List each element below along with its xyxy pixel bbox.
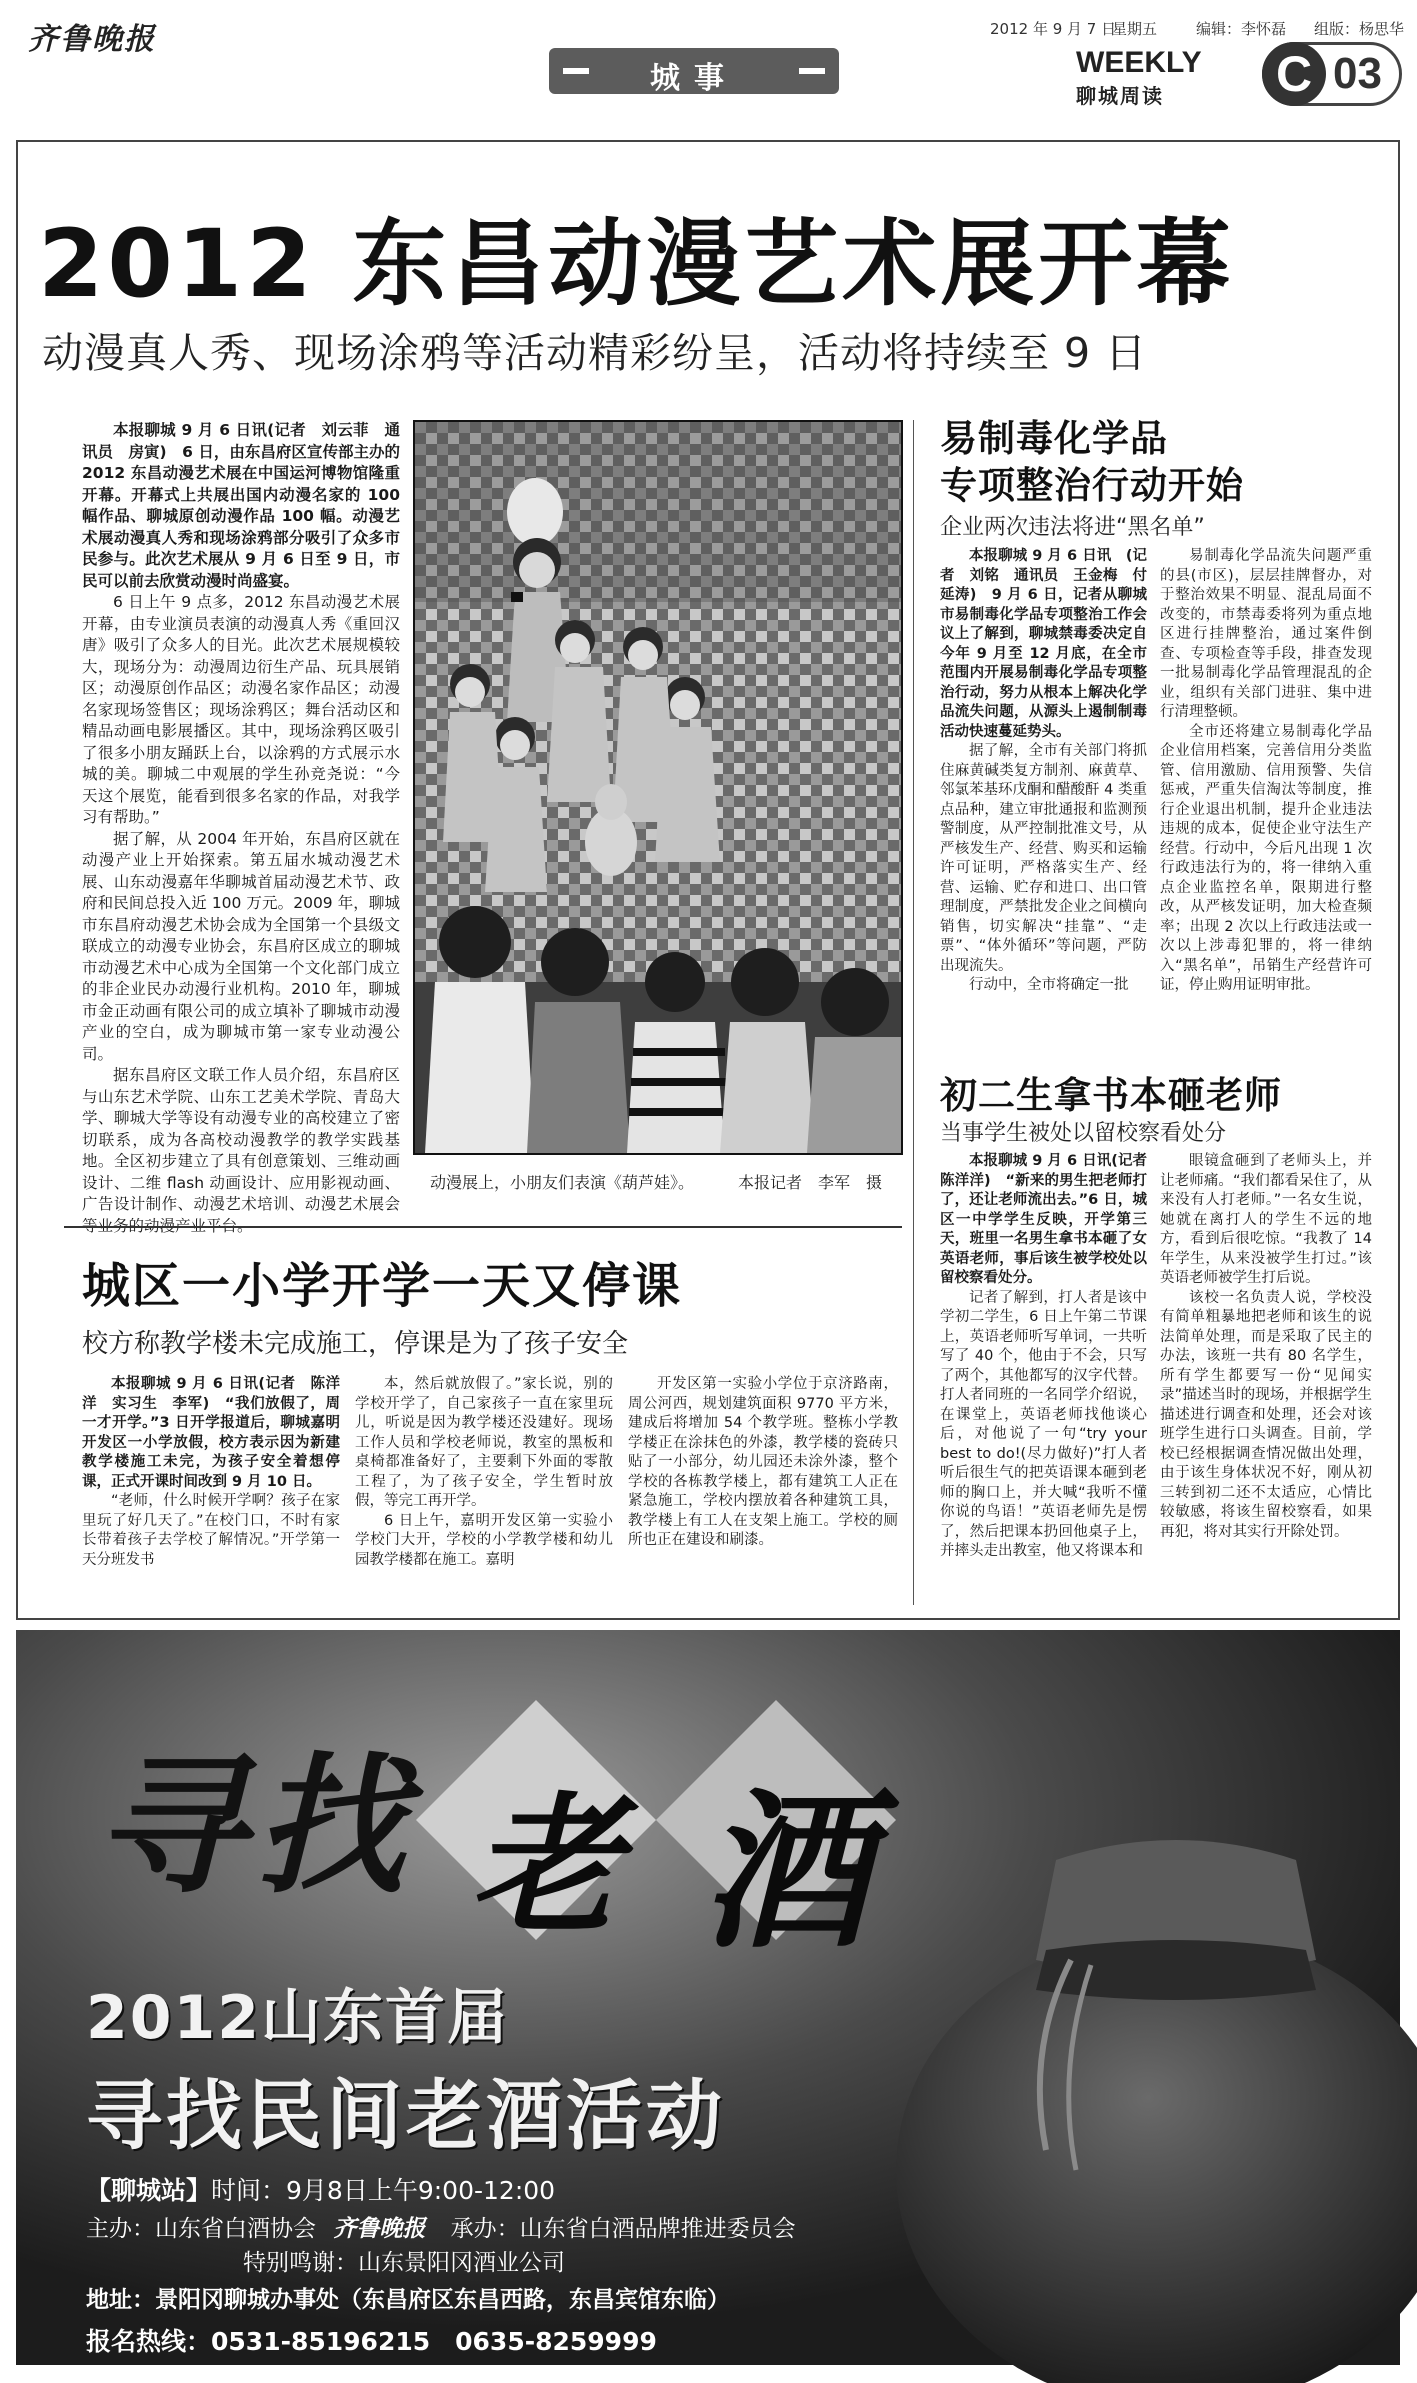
ad-host-row xyxy=(86,2210,796,2243)
lead-paragraph-1: 本报聊城 9 月 6 日讯(记者 刘云菲 通讯员 房寅) 6 日，由东昌府区宣传部主办的 2012 东昌动漫艺术展在中国运河博物馆隆重开幕。开幕式上共展出国内动漫名家的 100 幅作品、聊城原创动漫作品 100 幅。动漫艺术展动漫真人秀和现场涂鸦部分吸引了众多市民参与。此次艺术展从 9 月 6 日至 9 日，市民可以前去欣赏动漫时尚盛宴。 xyxy=(82,421,400,590)
school-story-rule xyxy=(64,1226,902,1228)
ad-address-row xyxy=(86,2281,730,2314)
ad-station: 【聊城站】 xyxy=(86,2176,212,2205)
student-paragraph-4: 该校一名负责人说，学校没有简单粗暴地把老师和该生的说法简单处理，而是采取了民主的办法，该班一共有 80 名学生，所有学生都要写一份“见闻实录”描述当时的现场，并根据学生描述进行调查和处理，还会对该班学生进行口头调查。目前，学校已经根据调查情况做出处理，由于该生身体状况不好，刚从初三转到初二还不太适应，心情比较敏感，将该生留校察看，如果再犯，将对其实行开除处罚。 xyxy=(1160,1289,1372,1540)
ad-thanks-row xyxy=(243,2244,565,2277)
school-col-2 xyxy=(355,1375,613,1607)
chemicals-col-2 xyxy=(1160,547,1372,1039)
ad-host-label: 主办： xyxy=(86,2216,155,2242)
school-paragraph-2: “老师，什么时候开学啊？孩子在家里玩了好几天了。”在校门口，不时有家长带着孩子去学校了解情况。”开学第一天分班发书 xyxy=(82,1493,340,1568)
lead-paragraph-2: 6 日上午 9 点多，2012 东昌动漫艺术展开幕，由专业演员表演的动漫真人秀《重回汉唐》吸引了众多人的目光。此次艺术展规模较大，现场分为：动漫周边衍生产品、玩具展销区；动漫原创作品区；动漫名家作品区；动漫名家现场签售区；现场涂鸦区；舞台活动区和精品动画电影展播区。其中，现场涂鸦区吸引了很多小朋友踊跃上台，以涂鸦的方式展示水城的美。聊城二中观展的学生孙竞尧说：“今天这个展览，能看到很多名家的作品，对我学习有帮助。” xyxy=(82,593,400,826)
ad-thanks-value: 山东景阳冈酒业公司 xyxy=(358,2250,565,2276)
ad-host-logo: 齐鲁晚报 xyxy=(333,2215,426,2242)
ad-organizer-label: 承办： xyxy=(450,2216,520,2242)
ad-calligraphy-jiu: 酒 xyxy=(700,1772,871,1972)
student-col-1 xyxy=(940,1152,1162,1607)
section-banner xyxy=(549,48,839,94)
newspaper-logo: 齐鲁晚报 xyxy=(28,22,156,57)
chemicals-paragraph-4: 易制毒化学品流失问题严重的县(市区)，层层挂牌督办，对于整治效果不明显、混乱局面不改变的，市禁毒委将列为重点地区进行挂牌整治，通过案件倒查、专项检查等手段，排查发现一批易制毒化学品管理混乱的企业，组织有关部门进驻、集中进行清理整顿。 xyxy=(1160,548,1372,720)
school-paragraph-3: 本，然后就放假了。”家长说，别的学校开学了，自己家孩子一直在家里玩儿，听说是因为教学楼还没建好。现场工作人员和学校老师说，教室的黑板和桌椅都准备好了，主要剩下外面的零散工程了，为了孩子安全，学生暂时放假，等完工再开学。 xyxy=(355,1376,613,1509)
weekly-title-cn: 聊城周读 xyxy=(1076,84,1164,108)
lead-story-body xyxy=(82,420,400,1213)
ad-time-row xyxy=(86,2171,555,2207)
editor-credit: 编辑：李怀磊 xyxy=(1196,20,1287,38)
ad-calligraphy-lao: 老 xyxy=(470,1778,621,1954)
ad-organizer-value: 山东省白酒品牌推进委员会 xyxy=(519,2216,796,2242)
chemicals-paragraph-2: 据了解，全市有关部门将抓住麻黄碱类复方制剂、麻黄草、邻氯苯基环戊酮和醋酸酐 4 类重点品种，建立审批通报和监测预警制度，从严控制批准文号，从严核发生产、经营、购买和运输许可证明，严格落实生产、经营、运输、贮存和进口、出口管理制度，严禁批发企业之间横向销售，切实解决“挂靠”、“走票”、“体外循环”等问题，严防出现流失。 xyxy=(940,743,1147,974)
school-subhead: 校方称教学楼未完成施工，停课是为了孩子安全 xyxy=(82,1329,629,1359)
school-paragraph-5: 开发区第一实验小学位于京济路南，周公河西，规划建筑面积 9770 平方米，建成后将增加 54 个教学班。整栋小学教学楼正在涂抹色的外漆，教学楼的瓷砖只贴了一小部分，幼儿园还未涂外漆，整个学校的各栋教学楼上，都有建筑工人正在紧急施工，学校内摆放着各种建筑工具，教学楼上有工人在支架上施工。学校的厕所也正在建设和刷漆。 xyxy=(628,1376,898,1548)
chemicals-col-1 xyxy=(940,547,1147,1039)
school-col-1 xyxy=(82,1375,340,1607)
ad-time-label: 时间： xyxy=(211,2176,287,2205)
ad-hotline-label: 报名热线： xyxy=(86,2327,212,2356)
column-divider xyxy=(913,420,914,1605)
lead-paragraph-3: 据了解，从 2004 年开始，东昌府区就在动漫产业上开始探索。第五届水城动漫艺术展、山东动漫嘉年华聊城首届动漫艺术节、政府和民间总投入近 100 万元。2009 年，聊城市东昌府动漫艺术协会成为全国第一个县级文联成立的动漫专业协会，东昌府区成立的聊城市动漫艺术中心成为全国第一个文化部门成立的非企业民办动漫行业机构。2010 年，聊城市金正动画有限公司的成立填补了聊城市动漫产业的空白，成为聊城市第一家专业动漫公司。 xyxy=(82,829,400,1063)
photo-caption: 动漫展上，小朋友们表演《葫芦娃》。 xyxy=(430,1173,695,1192)
ad-title-line2: 寻找民间老酒活动 xyxy=(86,2071,726,2160)
ad-calligraphy-xun: 寻 xyxy=(95,1738,246,1914)
chemicals-paragraph-1: 本报聊城 9 月 6 日讯 (记者 刘铭 通讯员 王金梅 付延涛) 9 月 6 日，记者从聊城市易制毒化学品专项整治工作会议上了解到，聊城禁毒委决定自今年 9 月至 12 月底，在全市范围内开展易制毒化学品专项整治行动，努力从根本上解决化学品流失问题，从源头上遏制制毒活动快速蔓延势头。 xyxy=(940,548,1147,740)
page-number: 03 xyxy=(1333,49,1382,98)
ad-address-label: 地址： xyxy=(86,2287,155,2313)
lead-headline: 2012 东昌动漫艺术展开幕 xyxy=(38,210,1235,319)
weekly-title-en: WEEKLY xyxy=(1076,46,1202,79)
issue-weekday: 星期五 xyxy=(1112,20,1158,38)
lead-subhead: 动漫真人秀、现场涂鸦等活动精彩纷呈，活动将持续至 9 日 xyxy=(42,329,1148,377)
school-headline: 城区一小学开学一天又停课 xyxy=(82,1258,683,1314)
chemicals-headline-line2: 专项整治行动开始 xyxy=(940,464,1244,507)
lead-paragraph-4: 据东昌府区文联工作人员介绍，东昌府区与山东艺术学院、山东工艺美术学院、青岛大学、聊城大学等设有动漫专业的高校建立了密切联系，成为各高校动漫教学的教学实践基地。全区初步建立了具有创意策划、三维动画设计、二维 flash 动画设计、应用影视动画、广告设计制作、动漫艺术培训、动漫艺术展会 xyxy=(82,1066,400,1213)
children-performance-image xyxy=(415,422,901,1153)
lead-photo xyxy=(413,420,903,1155)
student-paragraph-2: 记者了解到，打人者是该中学初二学生，6 日上午第二节课上，英语老师听写单词，一共听写了 40 个，他由于不会，只写了两个，其他都写的汉字代替。打人者同班的一名同学介绍说，在课堂上，英语老师找他谈心后，对他说了一句“try your best to do!(尽力做好)”打人者听后很生气的把英语课本砸到老师的胸口上，并大喊“我听不懂你说的鸟语！”英语老师先是愣了，然后把课本扔回他桌子上，并摔头走出教室，他又将课本和 xyxy=(940,1289,1147,1559)
student-col-2 xyxy=(1160,1152,1372,1607)
ad-hotline-row xyxy=(86,2322,657,2358)
ad-hotline-value: 0531-85196215 0635-8259999 xyxy=(211,2327,657,2356)
ad-calligraphy-zhao: 找 xyxy=(255,1738,406,1914)
photo-credit: 本报记者 李军 摄 xyxy=(738,1173,883,1192)
ad-address-value: 景阳冈聊城办事处（东昌府区东昌西路，东昌宾馆东临） xyxy=(155,2287,730,2313)
ad-time-value: 9月8日上午9:00-12:00 xyxy=(286,2176,556,2205)
ad-thanks-label: 特别鸣谢： xyxy=(243,2250,358,2276)
layout-credit: 组版：杨思华 xyxy=(1314,20,1405,38)
ad-host-value: 山东省白酒协会 xyxy=(155,2216,316,2242)
student-paragraph-1: 本报聊城 9 月 6 日讯(记者 陈洋洋) “新来的男生把老师打了，还让老师流出去。”6 日，城区一中学学生反映，开学第三天，班里一名男生拿书本砸了女英语老师，事后该生被学校处以留校察看处分。 xyxy=(940,1153,1162,1286)
ad-title-line1: 2012山东首届 xyxy=(86,1983,509,2053)
chemicals-paragraph-5: 全市还将建立易制毒化学品企业信用档案，完善信用分类监管、信用激励、信用预警、失信惩戒，严重失信淘汰等制度，推行企业退出机制，提升企业违法违规的成本，促使企业守法生产经营。行动中，今后凡出现 1 次行政违法行为的，将一律纳入重点企业监控名单，限期进行整改，从严核发证明，加大检查频率；出现 2 次以上行政违法或一次以上涉毒犯罪的，将一律纳入“黑名单”，吊销生产经营许可证，停止购用证明审批。 xyxy=(1160,723,1372,993)
page-number-badge xyxy=(1262,42,1402,106)
issue-date: 2012 年 9 月 7 日 xyxy=(990,20,1117,38)
school-col-3 xyxy=(628,1375,898,1607)
student-subhead: 当事学生被处以留校察看处分 xyxy=(940,1121,1227,1146)
school-paragraph-1: 本报聊城 9 月 6 日讯(记者 陈洋洋 实习生 李军) “我们放假了，周一才开学。”3 日开学报道后，聊城嘉明开发区一小学放假，校方表示因为新建教学楼施工未完，为孩子安全着想停课，正式开课时间改到 9 月 10 日。 xyxy=(82,1376,340,1490)
student-headline: 初二生拿书本砸老师 xyxy=(940,1074,1282,1117)
chemicals-headline-line1: 易制毒化学品 xyxy=(940,417,1168,460)
chemicals-subhead: 企业两次违法将进“黑名单” xyxy=(940,515,1205,540)
student-paragraph-3: 眼镜盒砸到了老师头上，并让老师痛。“我们都看呆住了，从来没有人打老师。”一名女生说，她就在离打人的学生不远的地方，看到后很吃惊。“我教了 14 年学生，从来没被学生打过。”该英语老师被学生打后说。 xyxy=(1160,1153,1372,1286)
school-paragraph-4: 6 日上午，嘉明开发区第一实验小学校门大开，学校的小学教学楼和幼儿园教学楼都在施工。嘉明 xyxy=(355,1512,613,1568)
masthead xyxy=(0,0,1417,130)
page-section-letter: C xyxy=(1262,42,1326,106)
chemicals-paragraph-3: 行动中，全市将确定一批 xyxy=(969,977,1129,993)
section-name: 城事 xyxy=(650,61,738,96)
